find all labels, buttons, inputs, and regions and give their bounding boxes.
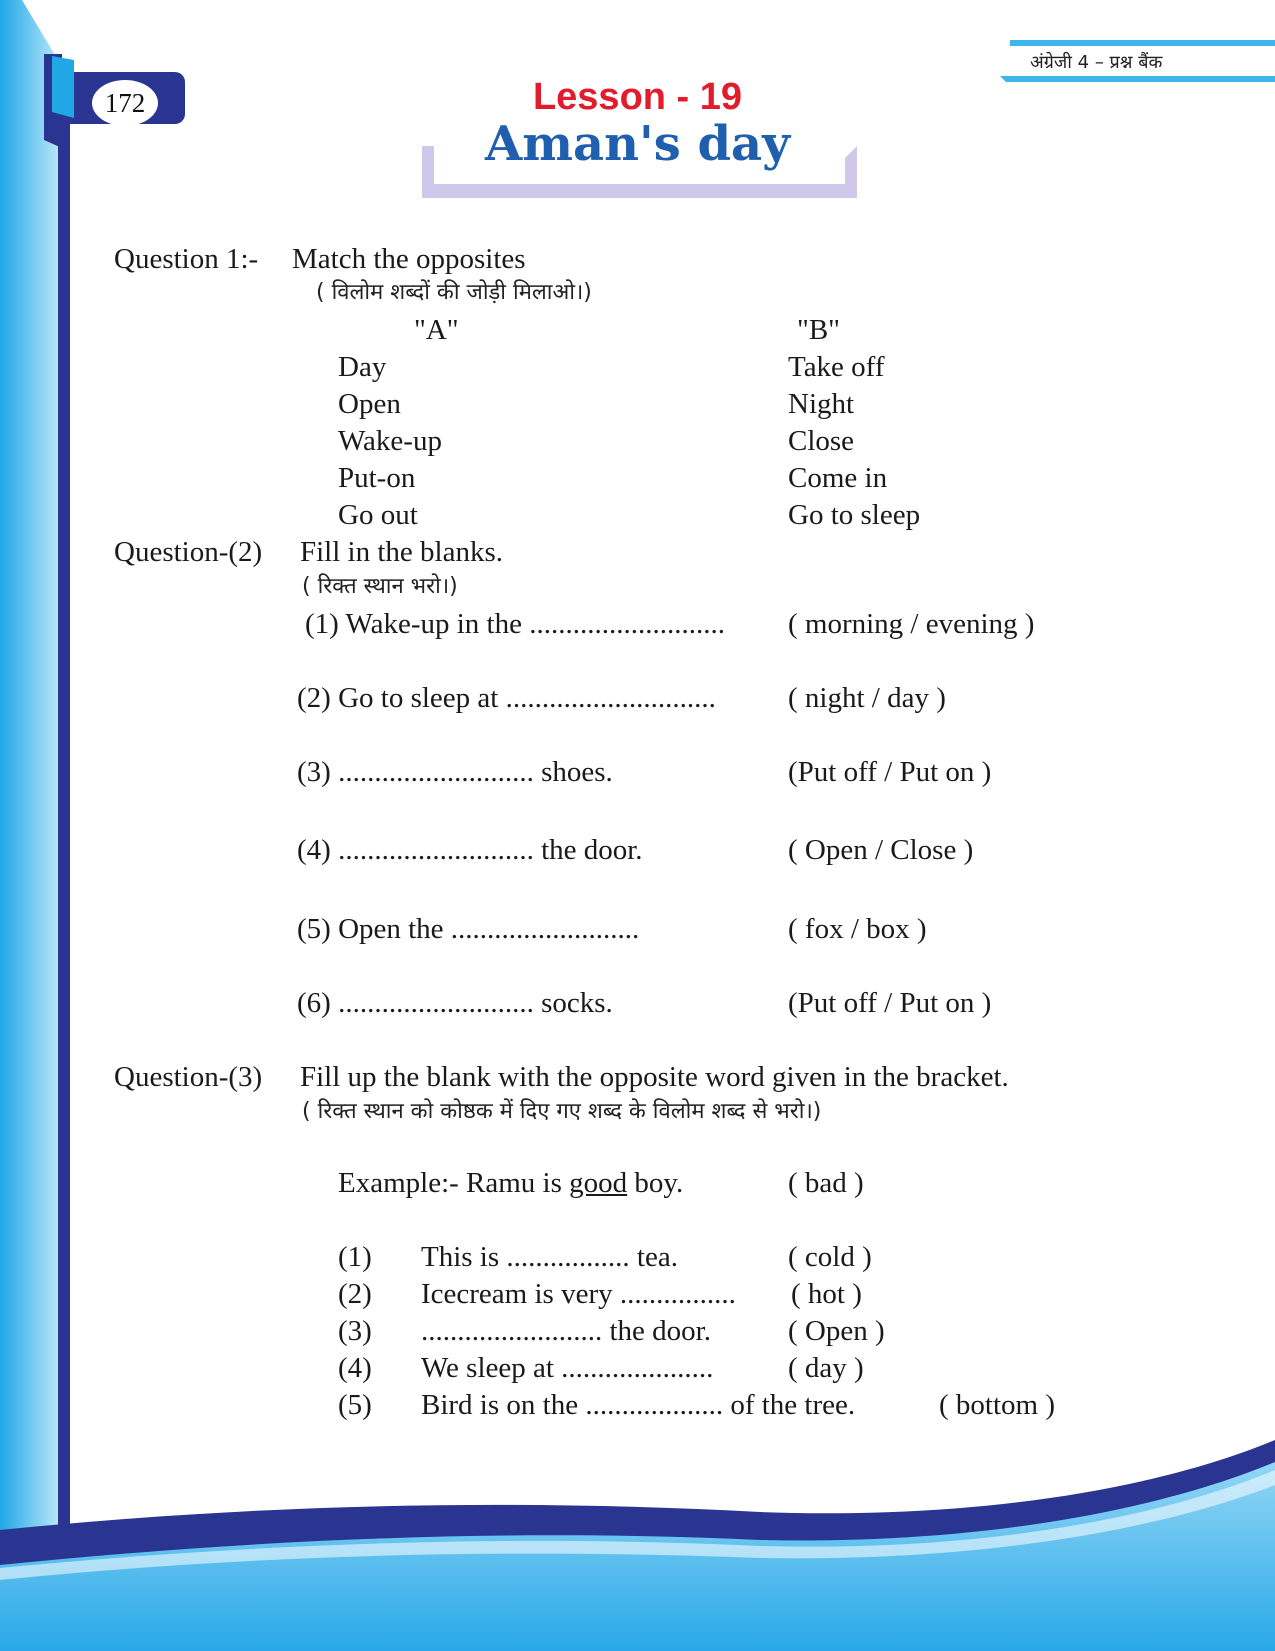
q3-item-num: (2): [338, 1278, 372, 1310]
col-b-item: Come in: [788, 462, 888, 494]
q3-item-num: (4): [338, 1352, 372, 1384]
book-title: अंग्रेजी 4 – प्रश्न बैंक: [1030, 52, 1163, 73]
q2-item-text: (5) Open the ..........................: [297, 913, 640, 945]
q2-item-text: (4) ........................... the door.: [297, 834, 643, 866]
example-prefix: Example:- Ramu is: [338, 1167, 570, 1199]
q3-item-hint: ( cold ): [788, 1241, 872, 1273]
q2-item-text: (6) ........................... socks.: [297, 987, 613, 1019]
q2-instruction: Fill in the blanks.: [300, 536, 503, 568]
q2-item-text: (1) Wake-up in the ...........................: [305, 608, 725, 640]
col-a-item: Day: [338, 351, 387, 383]
col-a-item: Put-on: [338, 462, 416, 494]
col-b-item: Take off: [788, 351, 885, 383]
q3-item-hint: ( Open ): [788, 1315, 885, 1347]
q2-item-text: (2) Go to sleep at .............................: [297, 682, 716, 714]
q3-label: Question-(3): [114, 1061, 263, 1093]
q1-label: Question 1:-: [114, 243, 259, 275]
q2-label: Question-(2): [114, 536, 263, 568]
q3-item-text: ......................... the door.: [421, 1315, 711, 1347]
q2-instruction-hindi: ( रिक्त स्थान भरो।): [302, 574, 458, 599]
q2-item-options: (Put off / Put on ): [788, 987, 992, 1019]
col-b-item: Night: [788, 388, 855, 420]
q1-col-b-header: "B": [797, 314, 841, 346]
q1-col-a-header: "A": [414, 314, 459, 346]
col-a-item: Wake-up: [338, 425, 442, 457]
col-a-item: Go out: [338, 499, 418, 531]
q2-item-options: ( morning / evening ): [788, 608, 1035, 640]
q2-item-text: (3) ........................... shoes.: [297, 756, 613, 788]
q3-item-text: This is ................. tea.: [421, 1241, 678, 1273]
q3-example: [338, 1169, 683, 1198]
page-number: 172: [92, 80, 158, 126]
q3-instruction: Fill up the blank with the opposite word given in the bracket.: [300, 1061, 1009, 1093]
q2-item-options: ( fox / box ): [788, 913, 927, 945]
col-a-item: Open: [338, 388, 401, 420]
q2-item-options: (Put off / Put on ): [788, 756, 992, 788]
q3-item-hint: ( bottom ): [939, 1389, 1055, 1421]
col-b-item: Go to sleep: [788, 499, 921, 531]
q1-instruction-hindi: ( विलोम शब्दों की जोड़ी मिलाओ।): [316, 280, 592, 305]
example-suffix: boy.: [627, 1167, 684, 1199]
example-underlined-word: good: [569, 1167, 628, 1199]
q2-item-options: ( night / day ): [788, 682, 946, 714]
lesson-title: Aman's day: [484, 116, 790, 172]
q3-item-text: We sleep at .....................: [421, 1352, 714, 1384]
lesson-label: Lesson - 19: [532, 76, 743, 118]
q3-item-text: Icecream is very ................: [421, 1278, 736, 1310]
q3-item-num: (1): [338, 1241, 372, 1273]
col-b-item: Close: [788, 425, 855, 457]
q3-item-num: (3): [338, 1315, 372, 1347]
q3-item-num: (5): [338, 1389, 372, 1421]
q3-item-text: Bird is on the ................... of the tree.: [421, 1389, 856, 1421]
q3-item-hint: ( day ): [788, 1352, 864, 1384]
q2-item-options: ( Open / Close ): [788, 834, 974, 866]
q1-instruction: Match the opposites: [292, 243, 526, 275]
q3-example-answer: ( bad ): [788, 1167, 864, 1199]
q3-instruction-hindi: ( रिक्त स्थान को कोष्ठक में दिए गए शब्द के विलोम शब्द से भरो।): [302, 1099, 822, 1124]
q3-item-hint: ( hot ): [791, 1278, 862, 1310]
